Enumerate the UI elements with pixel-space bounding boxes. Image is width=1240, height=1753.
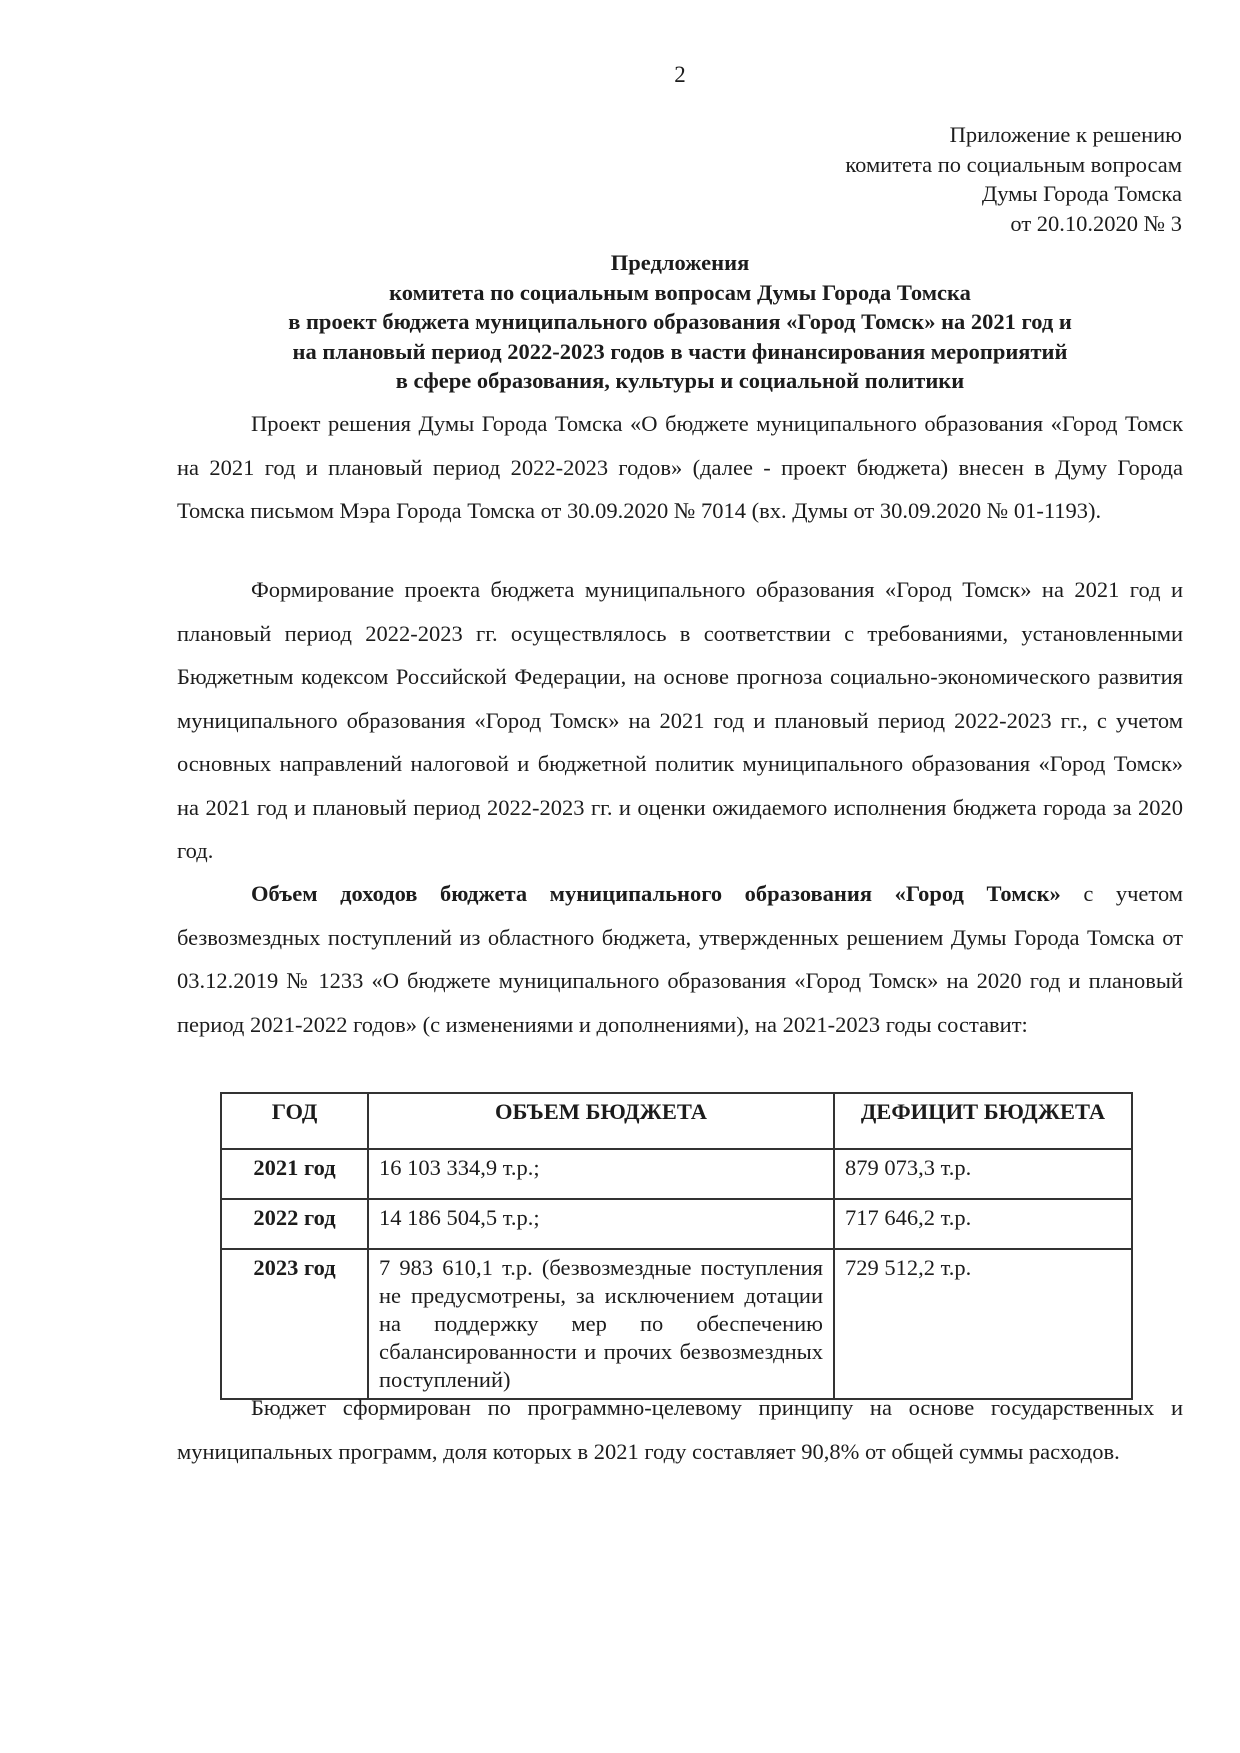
paragraph-rest: с учетом безвозмездных поступлений из областного бюджета, утвержденных решением Думы Города Томска от 03.12.2019 № 1233 «О бюджете муниципального образования «Город Томск» на 2020 год и плановый период 2021-2022 годов» (с изменениями и дополнениями), на 2021-2023 годы составит:	[177, 881, 1184, 1037]
cell-volume: 14 186 504,5 т.р.;	[368, 1199, 834, 1249]
appendix-line: комитета по социальным вопросам	[845, 151, 1182, 177]
cell-volume: 7 983 610,1 т.р. (безвозмездные поступления не предусмотрены, за исключением дотации на поддержку мер по обеспечению сбалансированности и прочих безвозмездных поступлений)	[368, 1249, 834, 1399]
cell-deficit: 717 646,2 т.р.	[834, 1199, 1132, 1249]
paragraph-text: Бюджет сформирован по программно-целевому принципу на основе государственных и муниципальных программ, доля которых в 2021 году составляет 90,8% от общей суммы расходов.	[177, 1395, 1183, 1464]
paragraph-text	[177, 872, 1183, 1046]
page-number: 2	[674, 62, 686, 87]
paragraph-revenue	[177, 872, 1183, 1046]
title-line: в сфере образования, культуры и социальной политики	[395, 368, 965, 393]
title-line: Предложения	[610, 250, 750, 275]
cell-year: 2021 год	[221, 1149, 368, 1199]
document-title	[177, 248, 1183, 396]
title-line: комитета по социальным вопросам Думы Города Томска	[389, 279, 971, 305]
cell-year: 2023 год	[221, 1249, 368, 1399]
cell-deficit: 729 512,2 т.р.	[834, 1249, 1132, 1399]
table-header-row	[221, 1093, 1132, 1149]
header-year: ГОД	[221, 1093, 368, 1149]
budget-table	[220, 1092, 1133, 1400]
appendix-header	[845, 120, 1182, 238]
cell-volume: 16 103 334,9 т.р.;	[368, 1149, 834, 1199]
title-line: в проект бюджета муниципального образования «Город Томск» на 2021 год и	[288, 309, 1072, 334]
cell-deficit: 879 073,3 т.р.	[834, 1149, 1132, 1199]
cell-year: 2022 год	[221, 1199, 368, 1249]
paragraph-text: Формирование проекта бюджета муниципального образования «Город Томск» на 2021 год и плановый период 2022-2023 гг. осуществлялось в соответствии с требованиями, установленными Бюджетным кодексом Российской Федерации, на основе прогноза социально-экономического развития муниципального образования «Город Томск» на 2021 год и плановый период 2022-2023 гг., с учетом основных направлений налоговой и бюджетной политик муниципального образования «Город Томск» на 2021 год и плановый период 2022-2023 гг. и оценки ожидаемого исполнения бюджета города за 2020 год.	[177, 577, 1183, 863]
bold-lead: Объем доходов бюджета муниципального образования «Город Томск»	[251, 881, 1061, 906]
paragraph-project	[177, 402, 1183, 533]
table-row	[221, 1149, 1132, 1199]
header-volume: ОБЪЕМ БЮДЖЕТА	[368, 1093, 834, 1149]
title-line: на плановый период 2022-2023 годов в части финансирования мероприятий	[292, 338, 1068, 364]
table-row	[221, 1199, 1132, 1249]
appendix-line: Думы Города Томска	[981, 181, 1182, 206]
table-row	[221, 1249, 1132, 1399]
appendix-line: Приложение к решению	[949, 122, 1182, 147]
paragraph-text: Проект решения Думы Города Томска «О бюджете муниципального образования «Город Томск на 2021 год и плановый период 2022-2023 годов» (далее - проект бюджета) внесен в Думу Города Томска письмом Мэра Города Томска от 30.09.2020 № 7014 (вх. Думы от 30.09.2020 № 01-1193).	[177, 411, 1183, 523]
paragraph-program	[177, 1386, 1183, 1473]
appendix-line: от 20.10.2020 № 3	[1010, 210, 1182, 236]
header-deficit: ДЕФИЦИТ БЮДЖЕТА	[834, 1093, 1132, 1149]
paragraph-formation	[177, 568, 1183, 873]
